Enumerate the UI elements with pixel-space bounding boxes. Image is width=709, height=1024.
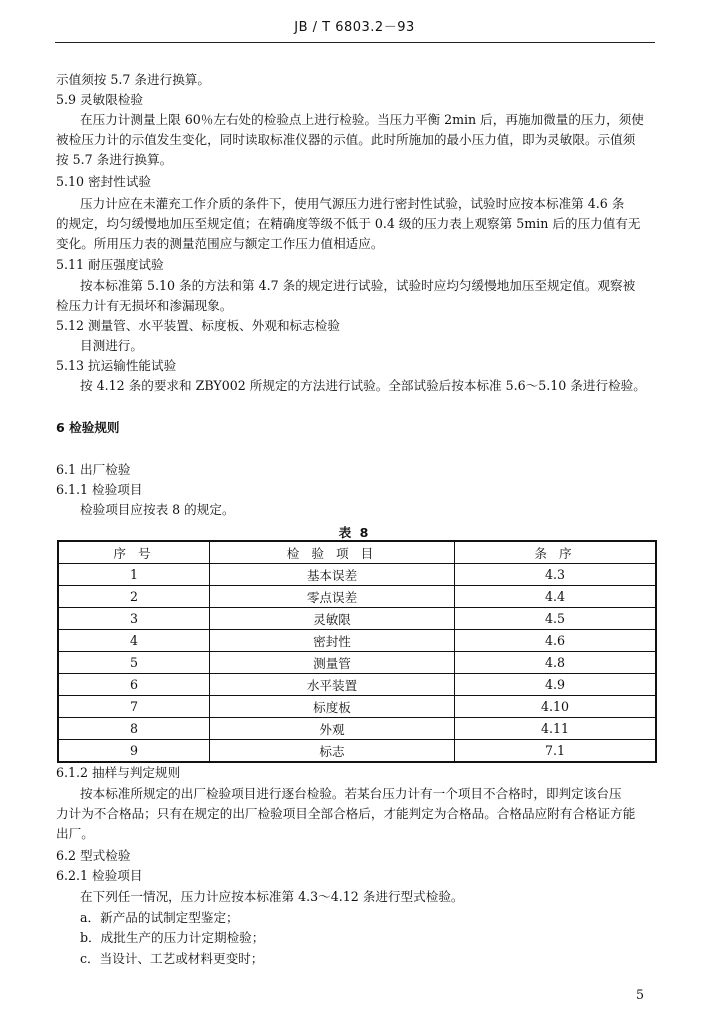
cell-clause: 4.3 [455, 564, 657, 586]
table-row [58, 696, 656, 718]
cell-number: 5 [58, 652, 210, 674]
column-header-number: 序 号 [58, 541, 210, 564]
header-rule [55, 42, 655, 43]
table-row [58, 630, 656, 652]
table-caption: 表 8 [338, 525, 371, 540]
table-header-row [58, 541, 656, 564]
clause-heading-6-2: 6.2 型式检验 [56, 848, 131, 863]
cell-item: 标志 [210, 740, 455, 763]
cell-number: 7 [58, 696, 210, 718]
cell-number: 1 [58, 564, 210, 586]
cell-item: 测量管 [210, 652, 455, 674]
cell-item: 水平装置 [210, 674, 455, 696]
cell-clause: 4.9 [455, 674, 657, 696]
list-item-c: c．当设计、工艺或材料更变时； [80, 951, 264, 966]
cell-item: 外观 [210, 718, 455, 740]
clause-heading-5-10: 5.10 密封性试验 [56, 174, 152, 189]
table-row [58, 674, 656, 696]
clause-heading-6-1-2: 6.1.2 抽样与判定规则 [56, 765, 181, 780]
clause-heading-6-2-1: 6.2.1 检验项目 [56, 868, 143, 883]
table-row [58, 608, 656, 630]
clause-heading-5-13: 5.13 抗运输性能试验 [56, 358, 177, 373]
list-item-a: a．新产品的试制定型鉴定； [80, 910, 239, 925]
text-line: 按本标准第 5.10 条的方法和第 4.7 条的规定进行试验，试验时应均匀缓慢地加压至规定值。观察被 [80, 278, 636, 293]
cell-number: 9 [58, 740, 210, 763]
cell-item: 标度板 [210, 696, 455, 718]
text-line: 检压力计有无损坏和渗漏现象。 [56, 298, 233, 313]
text-line: 目测进行。 [80, 338, 143, 353]
text-line: 在压力计测量上限 60％左右处的检验点上进行检验。当压力平衡 2min 后，再施加微量的压力，须使 [80, 112, 644, 127]
page-number: 5 [636, 987, 645, 1002]
text-line: 变化。所用压力表的测量范围应与额定工作压力值相适应。 [56, 236, 384, 251]
clause-heading-5-11: 5.11 耐压强度试验 [56, 257, 164, 272]
cell-clause: 4.6 [455, 630, 657, 652]
section-heading-6: 6 检验规则 [56, 420, 120, 435]
text-line: 被检压力计的示值发生变化，同时读取标准仪器的示值。此时所施加的最小压力值，即为灵敏限。示值须 [56, 132, 636, 147]
cell-clause: 4.10 [455, 696, 657, 718]
clause-heading-6-1: 6.1 出厂检验 [56, 462, 131, 477]
text-line: 检验项目应按表 8 的规定。 [80, 502, 235, 517]
cell-item: 基本误差 [210, 564, 455, 586]
cell-clause: 7.1 [455, 740, 657, 763]
text-line: 压力计应在未灌充工作介质的条件下，使用气源压力进行密封性试验，试验时应按本标准第 4.6 条 [80, 196, 625, 211]
cell-item: 密封性 [210, 630, 455, 652]
cell-clause: 4.11 [455, 718, 657, 740]
cell-number: 8 [58, 718, 210, 740]
text-line: 力计为不合格品；只有在规定的出厂检验项目全部合格后，才能判定为合格品。合格品应附有合格证方能 [56, 806, 636, 821]
cell-clause: 4.4 [455, 586, 657, 608]
text-line: 在下列任一情况，压力计应按本标准第 4.3～4.12 条进行型式检验。 [80, 889, 464, 904]
column-header-item: 检 验 项 目 [210, 541, 455, 564]
table-row [58, 564, 656, 586]
document-code: JB / T 6803.2－93 [294, 20, 415, 35]
text-line: 的规定，均匀缓慢地加压至规定值；在精确度等级不低于 0.4 级的压力表上观察第 5min 后的压力值有无 [56, 216, 641, 231]
text-line: 出厂。 [56, 826, 94, 841]
cell-item: 零点误差 [210, 586, 455, 608]
cell-item: 灵敏限 [210, 608, 455, 630]
cell-clause: 4.5 [455, 608, 657, 630]
inspection-items-table [57, 540, 657, 763]
cell-number: 3 [58, 608, 210, 630]
list-item-b: b．成批生产的压力计定期检验； [80, 930, 265, 945]
column-header-clause: 条 序 [455, 541, 657, 564]
cell-number: 6 [58, 674, 210, 696]
table-row [58, 718, 656, 740]
table-row [58, 652, 656, 674]
clause-heading-6-1-1: 6.1.1 检验项目 [56, 482, 143, 497]
cell-clause: 4.8 [455, 652, 657, 674]
clause-heading-5-12: 5.12 测量管、水平装置、标度板、外观和标志检验 [56, 318, 340, 333]
text-line: 按本标准所规定的出厂检验项目进行逐台检验。若某台压力计有一个项目不合格时，即判定该台压 [80, 786, 622, 801]
text-line: 按 4.12 条的要求和 ZBY002 所规定的方法进行试验。全部试验后按本标准 5.6～5.10 条进行检验。 [80, 378, 646, 393]
text-line: 按 5.7 条进行换算。 [56, 152, 173, 167]
text-line: 示值须按 5.7 条进行换算。 [56, 72, 210, 87]
cell-number: 2 [58, 586, 210, 608]
clause-heading-5-9: 5.9 灵敏限检验 [56, 92, 144, 107]
table-row [58, 740, 656, 763]
table-row [58, 586, 656, 608]
cell-number: 4 [58, 630, 210, 652]
